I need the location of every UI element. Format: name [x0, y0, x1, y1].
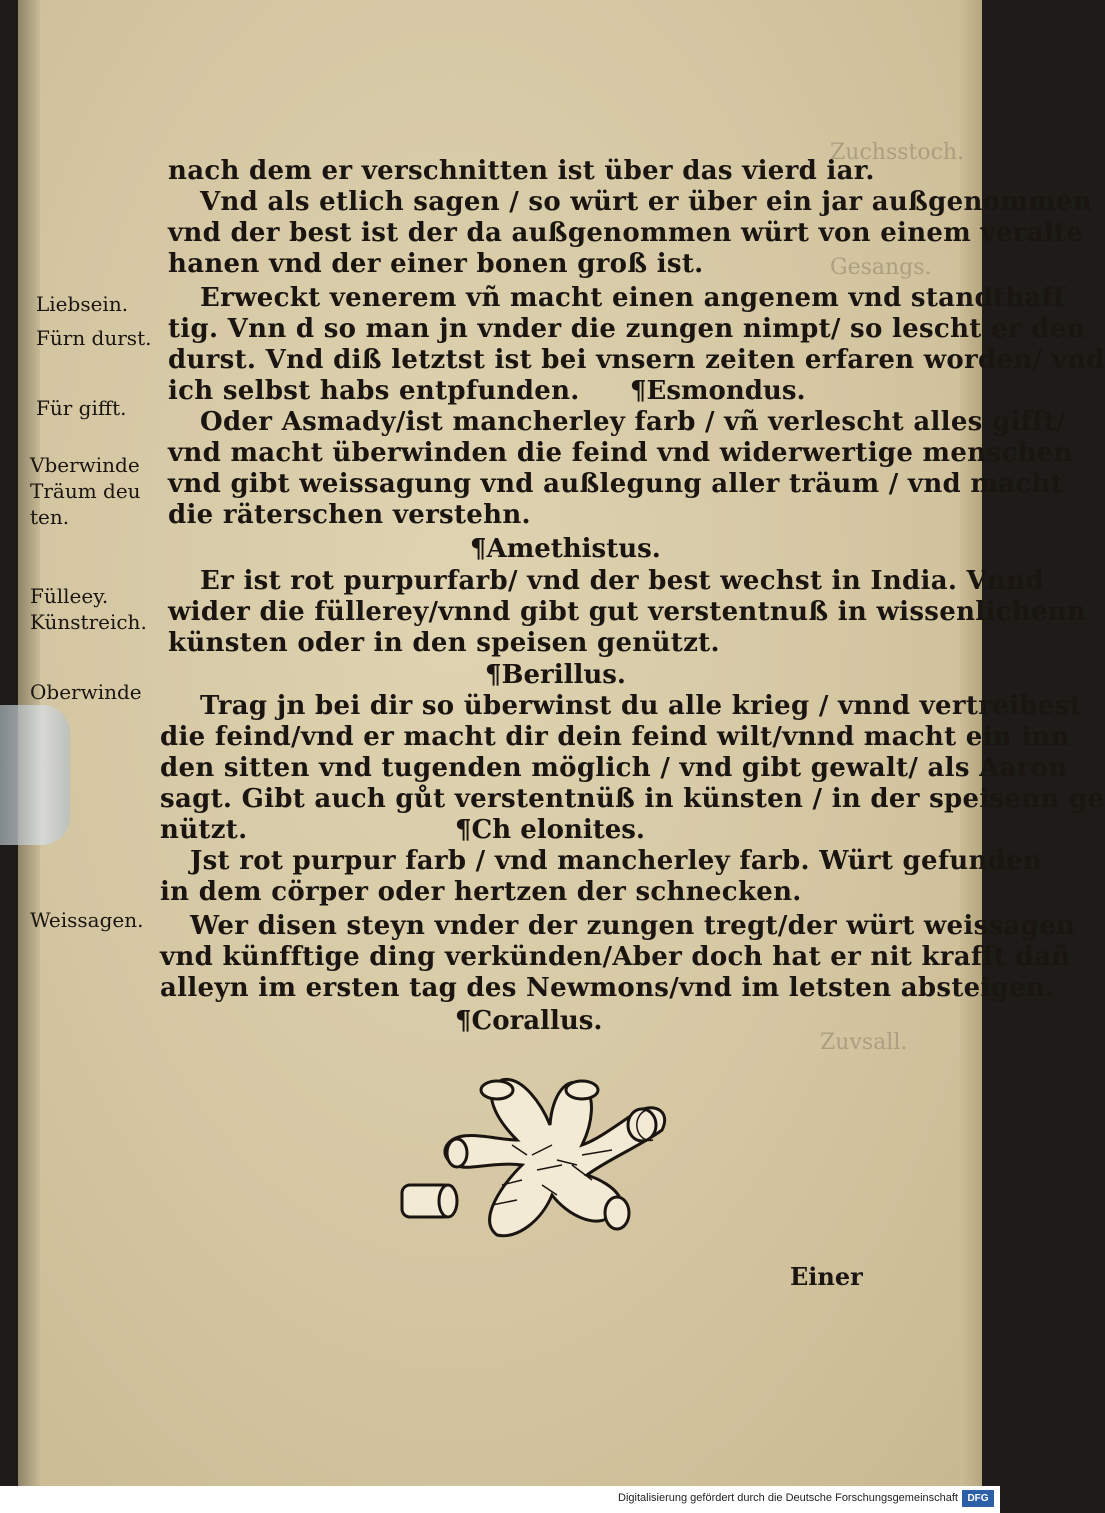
text-line: durst. Vnd diß letztst ist bei vnsern zeiten erfaren worden/ vnd	[168, 345, 1105, 375]
text-line: vnd der best ist der da außgenommen würt von einem veralte	[168, 218, 1084, 248]
marginal-note: Träum deu	[30, 479, 141, 503]
marginal-note: Für gifft.	[36, 396, 127, 420]
marginal-note: Liebsein.	[36, 292, 129, 316]
digitization-footer	[0, 1486, 1000, 1513]
marginal-note: ten.	[30, 505, 70, 529]
section-heading-chelonites: ¶Ch elonites.	[455, 815, 645, 845]
text-line: nach dem er verschnitten ist über das vierd iar.	[168, 156, 875, 186]
bleed-through-text: Zuchsstoch.	[830, 140, 965, 165]
dfg-logo: DFG	[962, 1490, 994, 1507]
marginal-note: Fürn durst.	[36, 326, 152, 350]
text-line: wider die füllerey/vnnd gibt gut verstentnuß in wissenlichenn	[168, 597, 1087, 627]
text-line: Erweckt venerem vñ macht einen angenem vnd standthaff	[200, 283, 1065, 313]
text-line: vnd macht überwinden die feind vnd widerwertige menschen	[168, 438, 1073, 468]
text-line: Er ist rot purpurfarb/ vnd der best wechst in India. Vnnd	[200, 566, 1044, 596]
text-line: nützt.	[160, 815, 248, 845]
marginal-note: Oberwinde	[30, 680, 142, 704]
text-line: Oder Asmady/ist mancherley farb / vñ verlescht alles gifft/	[200, 407, 1066, 437]
section-heading-amethistus: ¶Amethistus.	[470, 534, 661, 564]
text-line: vnd künfftige ding verkünden/Aber doch hat er nit krafft dañ	[160, 942, 1071, 972]
section-heading-berillus: ¶Berillus.	[485, 660, 626, 690]
text-line: Jst rot purpur farb / vnd mancherley farb. Würt gefunden	[190, 846, 1043, 876]
text-line: hanen vnd der einer bonen groß ist.	[168, 249, 704, 279]
coral-woodcut-illustration	[382, 1045, 702, 1245]
section-heading-corallus: ¶Corallus.	[455, 1006, 603, 1036]
text-line: tig. Vnn d so man jn vnder die zungen nimpt/ so lescht er den	[168, 314, 1086, 344]
text-line: die feind/vnd er macht dir dein feind wilt/vnnd macht ein inn	[160, 722, 1070, 752]
bleed-through-text: Zuvsall.	[820, 1030, 908, 1055]
text-line: in dem cörper oder hertzen der schnecken.	[160, 877, 802, 907]
catchword: Einer	[790, 1262, 863, 1291]
marginal-note: Vberwinde	[30, 453, 140, 477]
text-line: Trag jn bei dir so überwinst du alle krieg / vnnd vertreibest	[200, 691, 1082, 721]
marginal-note: Fülleey.	[30, 584, 109, 608]
footer-credit: Digitalisierung gefördert durch die Deutsche Forschungsgemeinschaft	[618, 1492, 958, 1504]
text-line: vnd gibt weissagung vnd außlegung aller träum / vnd macht	[168, 469, 1063, 499]
text-line: die räterschen verstehn.	[168, 500, 531, 530]
text-line: Vnd als etlich sagen / so würt er über ein jar außgenommen	[200, 187, 1092, 217]
text-line: ich selbst habs entpfunden.	[168, 376, 580, 406]
text-line: den sitten vnd tugenden möglich / vnd gibt gewalt/ als Aaron	[160, 753, 1068, 783]
bleed-through-text: Gesangs.	[830, 255, 932, 280]
text-line: künsten oder in den speisen genützt.	[168, 628, 720, 658]
text-line: sagt. Gibt auch gůt verstentnüß in künsten / in der speisenn ge	[160, 784, 1105, 814]
text-line: alleyn im ersten tag des Newmons/vnd im letsten absteigen.	[160, 973, 1055, 1003]
text-line: Wer disen steyn vnder der zungen tregt/der würt weissagen	[190, 911, 1076, 941]
page-clip	[0, 705, 70, 845]
section-heading-esmondus: ¶Esmondus.	[630, 376, 806, 406]
marginal-note: Künstreich.	[30, 610, 147, 634]
marginal-note: Weissagen.	[30, 908, 144, 932]
